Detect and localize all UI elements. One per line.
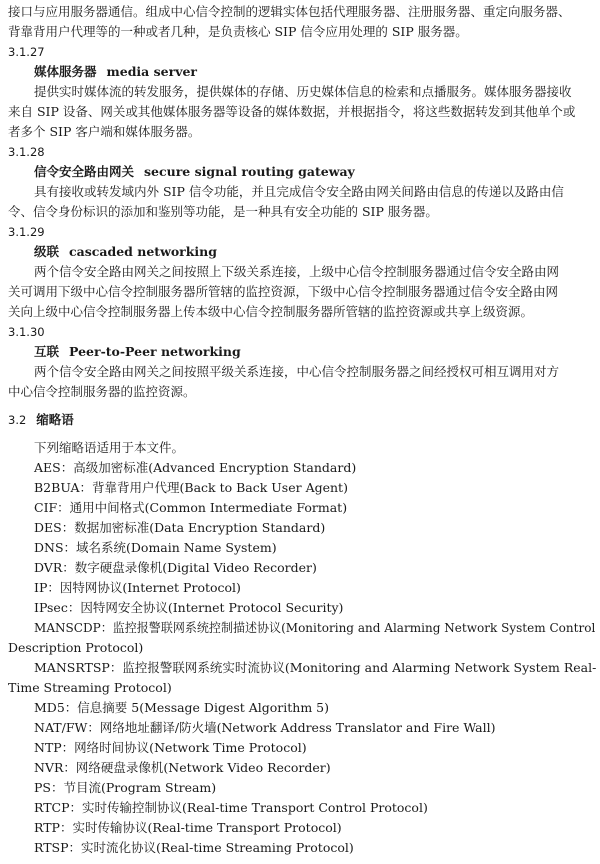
term-heading [34, 164, 355, 180]
abbr-item: RTCP：实时传输控制协议(Real-time Transport Control Protocol) [34, 800, 428, 815]
abbr-item: MANSRTSP：监控报警联网系统实时流协议(Monitoring and Alarming Network System Real- [34, 660, 597, 675]
abbr-item: DNS：域名系统(Domain Name System) [34, 540, 277, 555]
abbr-item: CIF：通用中间格式(Common Intermediate Format) [34, 500, 348, 515]
definition-line: 具有接收或转发域内外 SIP 信令功能，并且完成信令安全路由网关间路由信息的传递以及路由信 [34, 184, 564, 199]
term-cn: 媒体服务器 [34, 64, 97, 79]
abbr-item: DVR：数字硬盘录像机(Digital Video Recorder) [34, 560, 317, 575]
term-cn: 级联 [34, 244, 60, 259]
abbr-item-continued: Time Streaming Protocol) [8, 680, 172, 695]
abbr-item: RTSP：实时流化协议(Real-time Streaming Protocol) [34, 840, 354, 855]
abbr-item: AES：高级加密标准(Advanced Encryption Standard) [34, 460, 357, 475]
clause-number: 3.1.30 [8, 325, 45, 339]
term-cn: 信令安全路由网关 [34, 164, 135, 179]
abbr-item: PS：节目流(Program Stream) [34, 780, 217, 795]
paragraph-line: 背靠背用户代理等的一种或者几种，是负责核心 SIP 信令应用处理的 SIP 服务器。 [8, 24, 468, 39]
term-cn: 互联 [34, 344, 60, 359]
abbr-item: NVR：网络硬盘录像机(Network Video Recorder) [34, 760, 331, 775]
definition-line: 者多个 SIP 客户端和媒体服务器。 [8, 124, 201, 139]
abbr-item: MANSCDP：监控报警联网系统控制描述协议(Monitoring and Alarming Network System Control [34, 620, 596, 635]
section-heading [8, 412, 74, 428]
term-en: media server [106, 64, 198, 79]
clause-number: 3.1.29 [8, 225, 45, 239]
definition-line: 关可调用下级中心信令控制服务器所管辖的监控资源，下级中心信令控制服务器通过信令安全路由网 [8, 284, 559, 299]
section-title: 缩略语 [36, 412, 74, 427]
abbr-item: NAT/FW：网络地址翻译/防火墙(Network Address Translator and Fire Wall) [34, 720, 496, 735]
abbr-item: DES：数据加密标准(Data Encryption Standard) [34, 520, 326, 535]
section-intro: 下列缩略语适用于本文件。 [34, 440, 185, 455]
clause-number: 3.1.27 [8, 45, 45, 59]
abbr-item: IPsec：因特网安全协议(Internet Protocol Security) [34, 600, 344, 615]
term-en: secure signal routing gateway [144, 164, 355, 179]
abbr-item: MD5：信息摘要 5(Message Digest Algorithm 5) [34, 700, 330, 715]
definition-line: 令、信令身份标识的添加和鉴别等功能，是一种具有安全功能的 SIP 服务器。 [8, 204, 438, 219]
section-number: 3.2 [8, 413, 27, 427]
definition-line: 提供实时媒体流的转发服务，提供媒体的存储、历史媒体信息的检索和点播服务。媒体服务器接收 [34, 84, 572, 99]
term-heading [34, 244, 217, 260]
abbr-item: NTP：网络时间协议(Network Time Protocol) [34, 740, 307, 755]
term-heading [34, 344, 241, 360]
definition-line: 两个信令安全路由网关之间按照平级关系连接，中心信令控制服务器之间经授权可相互调用对方 [34, 364, 560, 379]
clause-number: 3.1.28 [8, 145, 45, 159]
abbr-item-continued: Description Protocol) [8, 640, 144, 655]
abbr-item: B2BUA：背靠背用户代理(Back to Back User Agent) [34, 480, 348, 495]
term-en: cascaded networking [69, 244, 217, 259]
abbr-item: RTP：实时传输协议(Real-time Transport Protocol) [34, 820, 342, 835]
definition-line: 来自 SIP 设备、网关或其他媒体服务器等设备的媒体数据，并根据指令，将这些数据转发到其他单个或 [8, 104, 576, 119]
abbr-item: IP：因特网协议(Internet Protocol) [34, 580, 241, 595]
definition-line: 中心信令控制服务器的监控资源。 [8, 384, 196, 399]
definition-line: 两个信令安全路由网关之间按照上下级关系连接，上级中心信令控制服务器通过信令安全路由网 [34, 264, 560, 279]
paragraph-line: 接口与应用服务器通信。组成中心信令控制的逻辑实体包括代理服务器、注册服务器、重定向服务器、 [8, 4, 571, 19]
definition-line: 关向上级中心信令控制服务器上传本级中心信令控制服务器所管辖的监控资源或共享上级资源。 [8, 304, 534, 319]
term-en: Peer-to-Peer networking [69, 344, 241, 359]
term-heading [34, 64, 197, 80]
